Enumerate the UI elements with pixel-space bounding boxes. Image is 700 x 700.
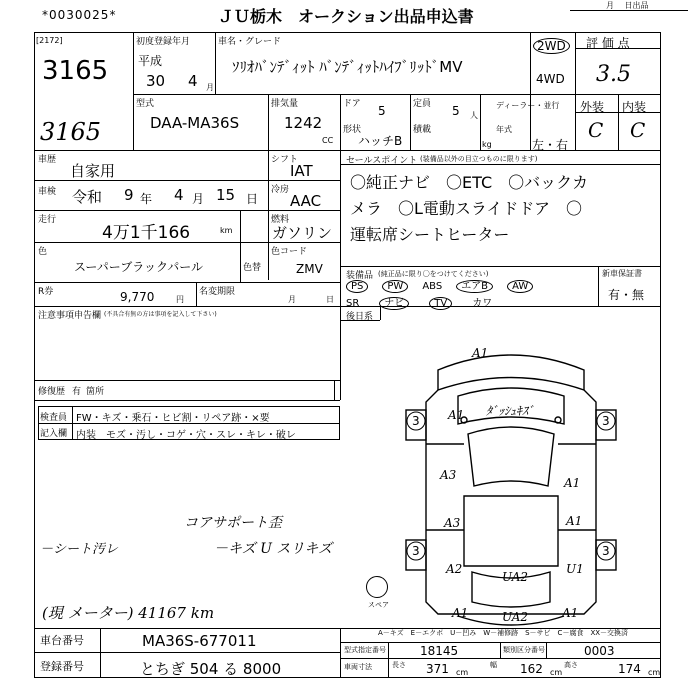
score-value: 3.5 <box>596 62 631 87</box>
note-core-support: コアサポート歪 <box>184 515 282 531</box>
equipment-label: 装備品 <box>346 271 374 281</box>
note-seat: －シート汚レ <box>40 542 119 557</box>
displacement-value: 1242 <box>284 114 323 132</box>
damage-label-6: A1 <box>566 514 583 528</box>
color-change-label: 色替 <box>243 263 262 273</box>
wheel-rear-right: 3 <box>602 544 610 558</box>
height-label: 高さ <box>564 661 578 669</box>
inspector-row2: 内装 モズ・汚し・コゲ・穴・スレ・キレ・破レ <box>76 430 296 441</box>
color-label: 色 <box>38 247 48 257</box>
fuel-label: 燃料 <box>271 215 290 225</box>
inspection-day: 15 <box>216 186 236 204</box>
sales-point-line-2: メラ 〇L電動スライドドア 〇 <box>350 199 582 218</box>
width-label: 幅 <box>490 661 497 669</box>
recycle-unit: 円 <box>176 295 184 304</box>
shift-value: IAT <box>290 162 313 180</box>
model-value: DAA-MA36S <box>150 114 240 132</box>
width-unit: cm <box>550 668 563 677</box>
damage-label-7: A2 <box>446 562 463 576</box>
car-name-label: 車名・グレード <box>218 37 282 47</box>
inspection-month: 4 <box>174 186 184 204</box>
equipment-item: PW <box>382 280 408 293</box>
inspection-era: 令和 <box>72 188 103 206</box>
int-label: 内装 <box>622 100 647 114</box>
note-meter: (現 メーター) 41167 km <box>42 604 215 622</box>
inspection-day-unit: 日 <box>246 192 259 206</box>
inspector-label2: 記入欄 <box>40 429 68 439</box>
first-reg-year: 30 <box>146 72 166 90</box>
damage-note: ﾀﾞｯｼｭｷｽﾞ <box>486 404 535 418</box>
plate-label: 登録番号 <box>40 660 84 673</box>
width-value: 162 <box>520 662 543 676</box>
name-change-day: 日 <box>326 295 334 304</box>
equipment-row1 <box>346 280 547 293</box>
equipment-item: ナビ <box>379 297 409 310</box>
spare-label: スペア <box>368 601 389 609</box>
new-cert-label: 新車保証書 <box>602 269 642 278</box>
drive-4wd: 4WD <box>536 72 565 86</box>
damage-label-10: A1 <box>452 606 469 620</box>
steering-value: 左・右 <box>532 138 569 152</box>
repair-label: 修復歴 <box>38 387 66 397</box>
length-value: 371 <box>426 662 449 676</box>
sales-point-line-1: 〇純正ナビ 〇ETC 〇バックカ <box>350 173 589 192</box>
name-change-month: 月 <box>288 295 296 304</box>
damage-label-11: UA2 <box>502 610 529 624</box>
doors-label: ドア <box>343 99 361 109</box>
mileage-unit: km <box>220 226 233 235</box>
int-value: C <box>630 118 646 142</box>
first-reg-month-unit: 月 <box>206 83 214 92</box>
color-code-label: 色コード <box>271 247 308 257</box>
inspection-month-unit: 月 <box>192 192 205 206</box>
ext-value: C <box>588 118 604 142</box>
sales-point-label: セールスポイント <box>346 156 418 166</box>
damage-label-9: U1 <box>566 562 584 576</box>
aircon-value: AAC <box>290 192 322 210</box>
usage-label: 車歴 <box>38 155 57 165</box>
form-title: ＪＵ栃木 オークション出品申込書 <box>218 7 474 26</box>
inspector-row1: FW・キズ・乗石・ヒビ割・リペア跡・×要 <box>76 413 270 424</box>
notes-sub: (不具合有無の方は事項を記入して下さい) <box>104 311 217 318</box>
displacement-unit: CC <box>322 136 334 145</box>
notes-label: 注意事項申告欄 <box>38 311 102 321</box>
inspection-year-unit: 年 <box>140 192 153 206</box>
repair-value: 有 <box>72 387 82 397</box>
shift-label: シフト <box>271 155 299 165</box>
fuel-value: ガソリン <box>272 224 333 242</box>
type-number-label: 型式指定番号 <box>344 646 386 654</box>
ext-label: 外装 <box>580 100 605 114</box>
spare-tire-icon <box>366 576 388 598</box>
class-number-label: 類別区分番号 <box>503 646 545 654</box>
name-change-label: 名変期限 <box>199 287 236 297</box>
header-corner: 月 日出品 <box>606 1 649 10</box>
length-label: 長さ <box>392 661 406 669</box>
shape-value: ハッチB <box>358 134 403 148</box>
usage-value: 自家用 <box>70 162 116 180</box>
dealer-label: ディーラー・並行 <box>496 101 560 110</box>
plate-value: とちぎ 504 る 8000 <box>140 660 282 678</box>
height-value: 174 <box>618 662 641 676</box>
length-unit: cm <box>456 668 469 677</box>
wheel-rear-left: 3 <box>412 544 420 558</box>
color-code-value: ZMV <box>296 262 323 276</box>
equipment-item: SR <box>346 298 360 309</box>
rear-seat-label: 後日系 <box>346 312 374 322</box>
first-reg-label: 初度登録年月 <box>136 37 191 47</box>
new-cert-value: 有・無 <box>608 288 645 302</box>
drive-2wd: 2WD <box>533 38 570 54</box>
recycle-label: R券 <box>38 287 54 297</box>
car-name-value: ｿﾘｵﾊﾞﾝﾃﾞｨｯﾄ ﾊﾞﾝﾃﾞｨｯﾄﾊｲﾌﾞﾘｯﾄﾞMV <box>232 58 463 76</box>
load-unit: kg <box>482 140 492 149</box>
shape-label: 形状 <box>343 125 362 135</box>
height-unit: cm <box>648 668 661 677</box>
equipment-item: AW <box>507 280 533 293</box>
equipment-sub: (純正品に限り〇をつけてください) <box>378 270 489 278</box>
damage-label-8: UA2 <box>502 570 529 584</box>
color-value: スーパーブラックパール <box>74 260 204 274</box>
damage-label-12: A1 <box>562 606 579 620</box>
mileage-label: 走行 <box>38 215 57 225</box>
class-number-value: 0003 <box>584 644 615 658</box>
sales-point-sub: (装備品以外の目立つものに限ります) <box>420 155 538 163</box>
note-scratch: －キズ U スリキズ <box>214 541 333 557</box>
capacity-value: 5 <box>452 104 460 118</box>
equipment-item: TV <box>429 297 452 310</box>
inspection-label: 車検 <box>38 187 57 197</box>
equipment-row2 <box>346 294 512 310</box>
year-label: 年式 <box>496 125 512 134</box>
sales-point-line-3: 運転席シートヒーター <box>350 225 510 244</box>
damage-label-4: A3 <box>444 516 461 530</box>
damage-label-2: A1 <box>448 408 465 422</box>
inspector-label1: 検査員 <box>40 413 68 423</box>
score-label: 評 価 点 <box>586 36 630 50</box>
recycle-value: 9,770 <box>120 290 155 304</box>
equipment-item: ABS <box>422 281 443 292</box>
type-number-value: 18145 <box>420 644 459 658</box>
lot-handwritten: 3165 <box>40 118 102 146</box>
load-label: 積載 <box>413 125 432 135</box>
mileage-value: 4万1千166 <box>102 223 191 243</box>
chassis-value: MA36S-677011 <box>142 632 257 650</box>
wheel-front-right: 3 <box>602 414 610 428</box>
first-reg-era: 平成 <box>138 54 163 68</box>
equipment-item: エアB <box>456 280 493 293</box>
damage-legend: A－キズ E－エクボ U－凹み W－補修跡 S－サビ C－腐食 XX－交換済 <box>378 629 629 637</box>
repair-count: 箇所 <box>86 387 105 397</box>
doors-value: 5 <box>378 104 386 118</box>
capacity-unit: 人 <box>470 111 478 120</box>
aircon-label: 冷房 <box>271 185 290 195</box>
damage-label-3: A3 <box>440 468 457 482</box>
lot-code: [2172] <box>36 36 63 45</box>
car-damage-diagram <box>398 340 624 630</box>
dimension-label: 車両寸法 <box>344 663 372 671</box>
displacement-label: 排気量 <box>271 99 299 109</box>
damage-label-5: A1 <box>564 476 581 490</box>
capacity-label: 定員 <box>413 99 432 109</box>
damage-label-1: A1 <box>472 346 489 360</box>
equipment-item: PS <box>346 280 368 293</box>
wheel-front-left: 3 <box>412 414 420 428</box>
first-reg-month: 4 <box>188 72 198 90</box>
equipment-item: カワ <box>472 298 493 309</box>
chassis-label: 車台番号 <box>40 634 84 647</box>
inspection-year: 9 <box>124 186 134 204</box>
lot-number: 3165 <box>42 56 109 86</box>
model-label: 型式 <box>136 99 155 109</box>
serial-number: *0030025* <box>42 8 117 22</box>
